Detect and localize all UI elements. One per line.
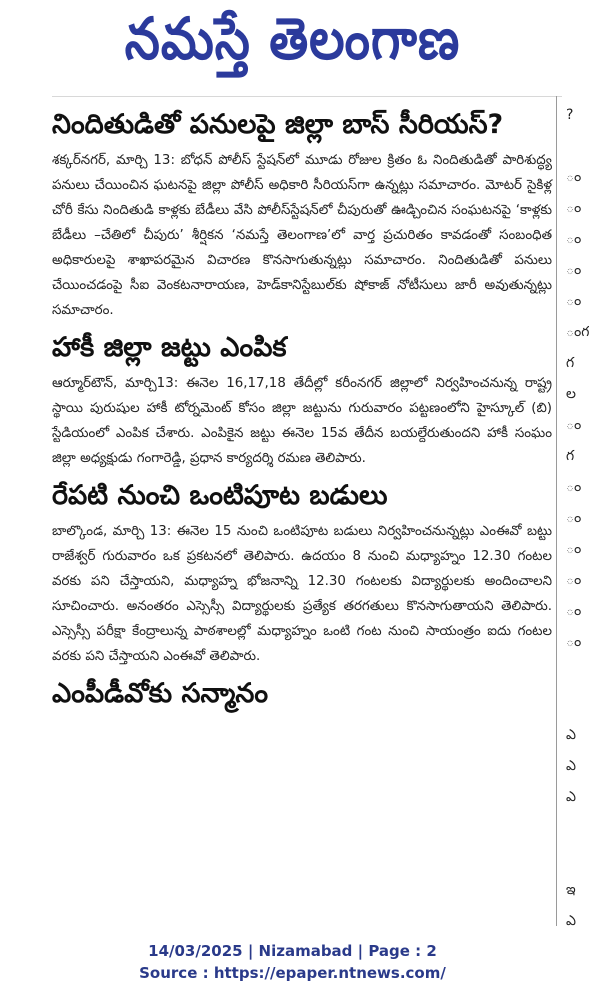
fragment-glyph: ం [566,541,582,557]
article-body: ఆర్మూర్‌టౌన్, మార్చి13: ఈనెల 16,17,18 తేదీల్లో కరీంనగర్ జిల్లాలో నిర్వహించనున్న రాష్ట్ర స్థాయి పురుషుల హాకీ టోర్నమెంట్ కోసం జిల్లా జట్టును గురువారం పట్టణంలోని హైస్కూల్ (బి) స్టేడియంలో ఎంపిక చేశారు. ఎంపికైన జట్టు ఈనెల 15వ తేదీన బయల్దేరుతుందని హాకీ సంఘం జిల్లా అధ్యక్షుడు గంగారెడ్డి, ప్రధాన కార్యదర్శి రమణ తెలిపారు. [52,376,552,466]
footer-source-link[interactable]: Source : https://epaper.ntnews.com/ [139,964,446,982]
fragment-glyph: ం [566,417,582,433]
fragment-glyph [566,813,585,844]
fragment-glyph: ం [566,572,582,588]
fragment-glyph: గ [566,448,575,464]
article-column [52,102,552,930]
masthead-title: నమస్తే తెలంగాణ [124,5,461,72]
fragment-glyph: ం [566,479,582,495]
fragment-glyph: ల [566,386,576,402]
article-headline: హాకీ జిల్లా జట్టు ఎంపిక [52,332,287,363]
article-body: బాల్కొండ, మార్చి 13: ఈనెల 15 నుంచి ఒంటిపూట బడులు నిర్వహించనున్నట్లు ఎంఈవో బట్టు రాజేశ్వర్ గురువారం ఒక ప్రకటనలో తెలిపారు. ఉదయం 8 నుంచి మధ్యాహ్నం 12.30 గంటల వరకు పని చేస్తాయని, మధ్యాహ్న భోజనాన్ని 12.30 గంటలకు విద్యార్థులకు అందించాలని సూచించారు. అనంతరం ఎస్సెస్సీ విద్యార్థులకు ప్రత్యేక తరగతులు కొనసాగుతాయని తెలిపారు. ఎస్సెస్సీ పరీక్షా కేంద్రాలున్న పాఠశాలల్లో మధ్యాహ్నం ఒంటి గంట నుంచి సాయంత్రం ఐదు గంటల వరకు పని చేస్తాయని ఎంఈవో తెలిపారు. [52,524,552,664]
fragment-glyph: ం [566,200,582,216]
fragment-glyph: గ [566,355,575,371]
page-footer [0,940,585,984]
fragment-glyph: ం [566,510,582,526]
adjacent-column-fragment [566,100,589,930]
article-body: శక్కర్‌నగర్, మార్చి 13: బోధన్ పోలీస్ స్టేషన్‌లో మూడు రోజుల క్రితం ఓ నిందితుడితో పారిశుద్ధ్య పనులు చేయించిన ఘటనపై జిల్లా పోలీస్ అధికారి సీరియస్‌గా ఉన్నట్లు సమాచారం. మోటర్ సైకిళ్ల చోరీ కేసు నిందితుడి కాళ్లకు బేడీలు వేసి పోలీస్‌స్టేషన్‌లో చీపురుతో ఊడ్చించిన సంఘటనపై ‘కాళ్లకు బేడీలు –చేతిలో చీపురు’ శీర్షికన ‘నమస్తే తెలంగాణ’లో వార్త ప్రచురితం కావడంతో సంబంధిత అధికారులపై శాఖాపరమైన విచారణ కొనసాగుతున్నట్లు సమాచారం. నిందితుడితో పనులు చేయించడంపై సీఐ వెంకటనారాయణ, హెడ్‌కానిస్టేబుల్‌కు షోకాజ్ నోటీసులు జారీ అవుతున్నట్లు సమాచారం. [52,153,552,318]
fragment-glyph: ఎ [566,913,576,929]
fragment-glyph: ం [566,169,582,185]
fragment-glyph [566,131,585,162]
fragment-glyph: ం [566,603,582,619]
fragment-glyph: ం [566,634,582,650]
fragment-glyph [566,689,585,720]
fragment-glyph [566,844,585,875]
article-headline: నిందితుడితో పనులపై జిల్లా బాస్ సీరియస్? [52,109,504,140]
fragment-glyph: ం [566,231,582,247]
fragment-glyph: ఎ [566,758,576,774]
article-headline: రేపటి నుంచి ఒంటిపూట బడులు [52,480,388,511]
top-divider [52,96,562,97]
fragment-glyph: ఇ [566,882,576,898]
fragment-glyph: ంగ [566,324,589,340]
fragment-glyph: ఎ [566,727,576,743]
footer-date-edition: 14/03/2025 | Nizamabad | Page : 2 [148,942,437,960]
fragment-glyph: ? [566,107,574,123]
fragment-glyph [566,658,585,689]
column-divider [556,96,557,926]
fragment-glyph: ఎ [566,789,576,805]
newspaper-masthead [0,0,585,92]
fragment-glyph: ం [566,293,582,309]
article-headline: ఎంపీడీవోకు సన్మానం [52,678,269,709]
fragment-glyph: ం [566,262,582,278]
